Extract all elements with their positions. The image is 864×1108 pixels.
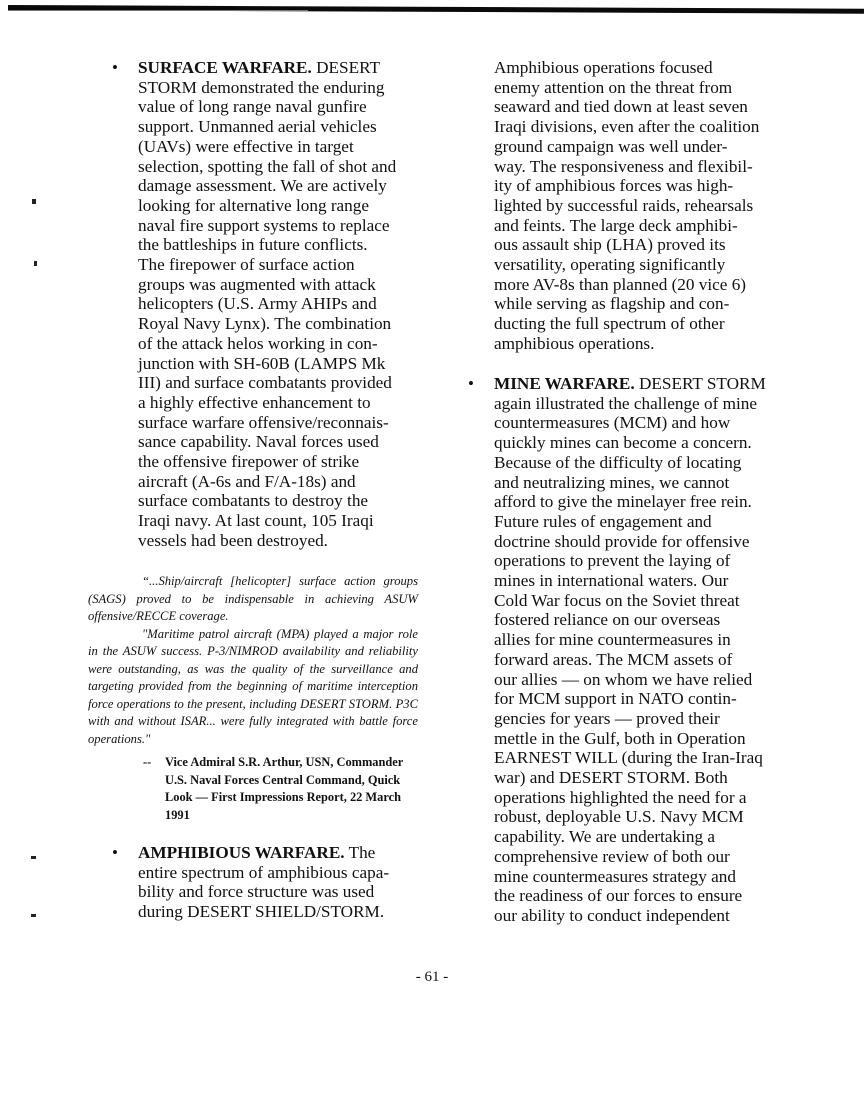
text-line: ous assault ship (LHA) proved its (494, 235, 726, 255)
text-line: Because of the difficulty of locating (494, 452, 742, 472)
text-line: Iraqi navy. At last count, 105 Iraqi (138, 511, 374, 531)
bullet-marker: • (468, 374, 474, 393)
quote-attribution (143, 754, 423, 824)
quote-paragraph: "Maritime patrol aircraft (MPA) played a major role in the ASUW success. P-3/NIMROD availability and reliability were outstanding, as was the quality of the surveillance and targeting provided from the beginning of maritime interception force operations to the present, including DESERT STORM. P3C with and without ISAR... were fully integrated with battle force operations." (88, 626, 418, 746)
quote-paragraph: “...Ship/aircraft [helicopter] surface action groups (SAGS) proved to be indispensable in achieving ASUW offensive/RECCE coverage. (88, 574, 418, 623)
text-line: mettle in the Gulf, both in Operation (494, 728, 746, 748)
text-line: SURFACE WARFARE. DESERT (138, 58, 380, 77)
text-line: entire spectrum of amphibious capa- (138, 862, 390, 882)
text-line: ground campaign was well under- (494, 136, 728, 156)
text-line: while serving as flagship and con- (494, 294, 730, 314)
amphibious-warfare-bullet-item (110, 843, 430, 922)
text-line: war) and DESERT STORM. Both (494, 768, 728, 788)
text-line: allies for mine countermeasures in (494, 630, 731, 650)
text-line: support. Unmanned aerial vehicles (138, 117, 377, 137)
text-line: surface warfare offensive/reconnais- (138, 412, 389, 432)
mine-warfare-section (466, 374, 806, 926)
text-line: MINE WARFARE. DESERT STORM (494, 374, 766, 393)
block-quote (88, 573, 418, 748)
text-line: way. The responsiveness and flexibil- (494, 156, 753, 176)
text-line: junction with SH-60B (LAMPS Mk (138, 353, 386, 373)
text-line: countermeasures (MCM) and how (494, 413, 731, 433)
text-line: and neutralizing mines, we cannot (494, 472, 730, 492)
text-line: helicopters (U.S. Army AHIPs and (138, 294, 377, 314)
bullet-marker: • (112, 58, 118, 77)
text-line: doctrine should provide for offensive (494, 531, 750, 551)
text-line: amphibious operations. (494, 333, 655, 353)
text-line: mines in international waters. Our (494, 571, 729, 591)
amphibious-warfare-section (110, 843, 430, 922)
text-line: ity of amphibious forces was high- (494, 176, 734, 196)
text-line: for MCM support in NATO contin- (494, 689, 737, 709)
text-line: operations to prevent the laying of (494, 551, 731, 571)
section-heading: AMPHIBIOUS WARFARE. (138, 843, 345, 862)
text-line: groups was augmented with attack (138, 274, 376, 294)
text-line: vessels had been destroyed. (138, 530, 328, 550)
section-heading: SURFACE WARFARE. (138, 58, 312, 77)
scan-speck (32, 199, 36, 204)
text-line: Amphibious operations focused (494, 58, 713, 77)
text-line: and feints. The large deck amphibi- (494, 215, 738, 235)
text-line: The firepower of surface action (138, 255, 355, 275)
section-heading: MINE WARFARE. (494, 374, 635, 393)
text-line: aircraft (A-6s and F/A-18s) and (138, 471, 356, 491)
text-line: the battleships in future conflicts. (138, 235, 368, 255)
attribution-text: Vice Admiral S.R. Arthur, USN, Commander U.S. Naval Forces Central Command, Quick Look — First Impressions Report, 22 March 1991 (165, 755, 404, 822)
text-line: mine countermeasures strategy and (494, 866, 736, 886)
bullet-marker: • (112, 843, 118, 862)
text-line: the readiness of our forces to ensure (494, 886, 743, 906)
text-line: comprehensive review of both our (494, 846, 730, 866)
text-line: sance capability. Naval forces used (138, 432, 379, 452)
text-line: damage assessment. We are actively (138, 176, 387, 196)
text-line: naval fire support systems to replace (138, 215, 390, 235)
text-line: the offensive firepower of strike (138, 452, 360, 472)
text-line: our allies — on whom we have relied (494, 669, 753, 689)
surface-warfare-section (110, 58, 430, 551)
text-line: quickly mines can become a concern. (494, 433, 752, 453)
text-line: seaward and tied down at least seven (494, 97, 748, 117)
text-line: (UAVs) were effective in target (138, 136, 354, 156)
scan-speck (34, 261, 37, 266)
text-line: ducting the full spectrum of other (494, 314, 725, 334)
text-line: III) and surface combatants provided (138, 373, 392, 393)
page-number: - 61 - (415, 969, 449, 985)
text-line: selection, spotting the fall of shot and (138, 156, 397, 176)
mine-warfare-bullet-item (466, 374, 806, 926)
text-line: our ability to conduct independent (494, 905, 730, 925)
scan-speck (31, 914, 36, 917)
page-top-rule-shadow (8, 10, 308, 11)
text-line: Iraqi divisions, even after the coalition (494, 117, 760, 137)
text-line: Cold War focus on the Soviet threat (494, 590, 740, 610)
text-line: STORM demonstrated the enduring (138, 77, 385, 97)
text-line: more AV-8s than planned (20 vice 6) (494, 274, 747, 294)
text-line: a highly effective enhancement to (138, 392, 371, 412)
attribution-dash: -- (143, 755, 152, 769)
text-line: value of long range naval gunfire (138, 97, 367, 117)
text-line: capability. We are undertaking a (494, 827, 716, 847)
text-line: versatility, operating significantly (494, 255, 726, 275)
text-line: lighted by successful raids, rehearsals (494, 195, 754, 215)
text-line: during DESERT SHIELD/STORM. (138, 902, 385, 922)
text-line: surface combatants to destroy the (138, 491, 369, 511)
text-line: forward areas. The MCM assets of (494, 649, 733, 669)
text-line: Royal Navy Lynx). The combination (138, 314, 392, 334)
surface-warfare-bullet-item (110, 58, 430, 551)
text-line: of the attack helos working in con- (138, 333, 378, 353)
text-line: bility and force structure was used (138, 882, 375, 902)
text-line: fostered reliance on our overseas (494, 610, 721, 630)
scan-speck (31, 856, 36, 859)
text-line: afford to give the minelayer free rein. (494, 492, 752, 512)
text-line: AMPHIBIOUS WARFARE. The (138, 843, 376, 862)
amphibious-continued-paragraph (494, 58, 814, 354)
text-line: Future rules of engagement and (494, 511, 712, 531)
text-line: gencies for years — proved their (494, 708, 720, 728)
text-line: operations highlighted the need for a (494, 787, 747, 807)
text-line: robust, deployable U.S. Navy MCM (494, 807, 744, 827)
text-line: looking for alternative long range (138, 195, 369, 215)
text-line: enemy attention on the threat from (494, 77, 733, 97)
text-line: again illustrated the challenge of mine (494, 393, 757, 413)
text-line: EARNEST WILL (during the Iran-Iraq (494, 748, 763, 768)
